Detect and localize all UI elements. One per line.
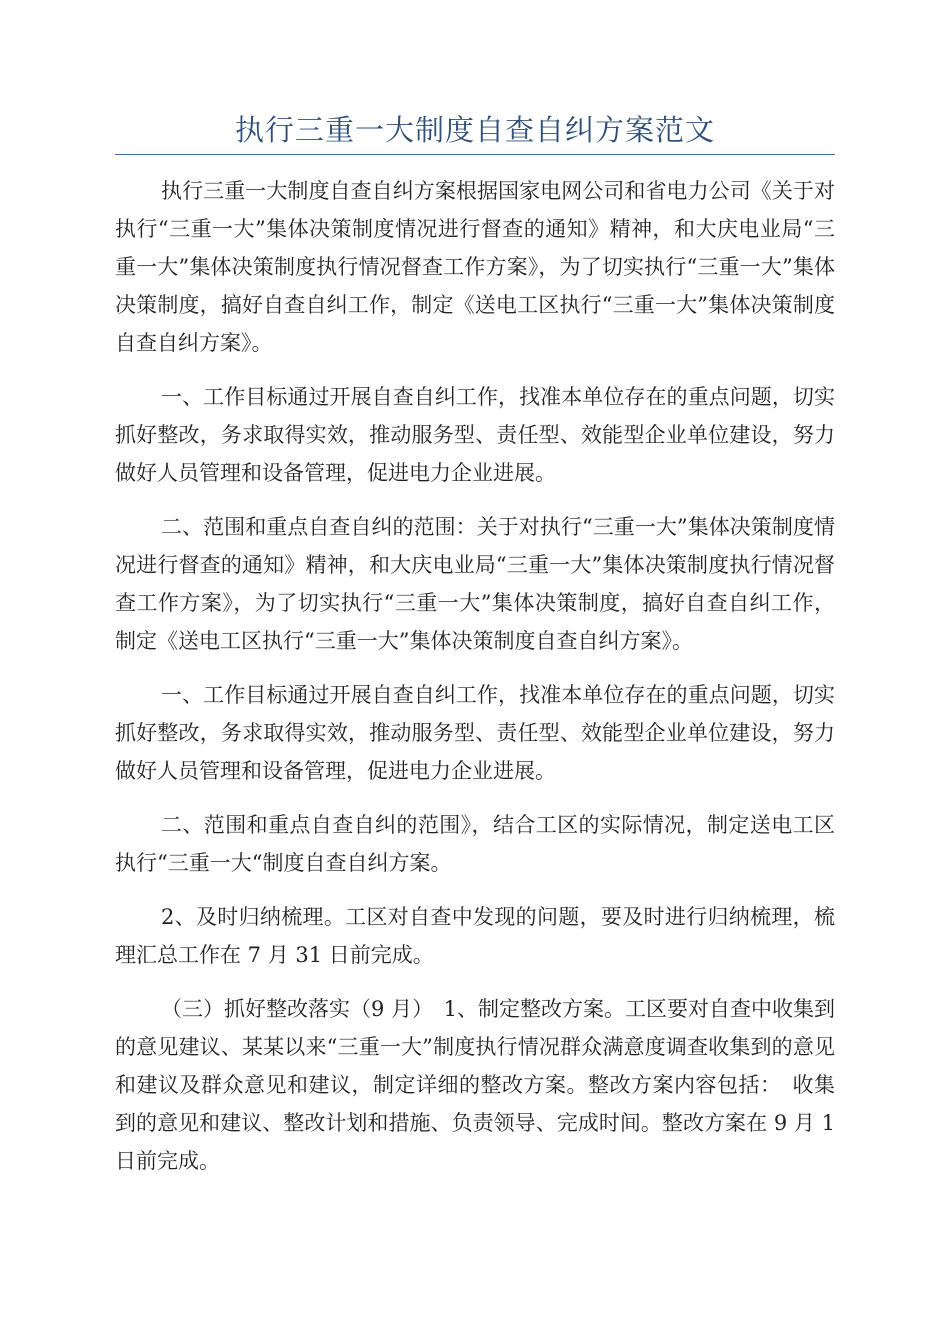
paragraph-work-goal-repeat: 一、工作目标通过开展自查自纠工作，找准本单位存在的重点问题，切实抓好整改，务求取得实效，推动服务型、责任型、效能型企业单位建设，努力做好人员管理和设备管理，促进电力企业进展。 bbox=[115, 683, 835, 783]
paragraph-scope-repeat: 二、范围和重点自查自纠的范围》，结合工区的实际情况，制定送电工区执行“三重一大“制度自查自纠方案。 bbox=[115, 813, 835, 875]
paragraph-summarize: 2、及时归纳梳理。工区对自查中发现的问题，要及时进行归纳梳理，梳理汇总工作在 7 月 31 日前完成。 bbox=[115, 905, 835, 967]
paragraph-intro: 执行三重一大制度自查自纠方案根据国家电网公司和省电力公司《关于对执行“三重一大”集体决策制度情况进行督查的通知》精神，和大庆电业局“三重一大”集体决策制度执行情况督查工作方案》，为了切实执行“三重一大”集体决策制度，搞好自查自纠工作，制定《送电工区执行“三重一大”集体决策制度自查自纠方案》。 bbox=[115, 179, 835, 355]
document-body bbox=[115, 172, 835, 1196]
paragraph-work-goal: 一、工作目标通过开展自查自纠工作，找准本单位存在的重点问题，切实抓好整改，务求取得实效，推动服务型、责任型、效能型企业单位建设，努力做好人员管理和设备管理，促进电力企业进展。 bbox=[115, 385, 835, 485]
paragraph-scope: 二、范围和重点自查自纠的范围：关于对执行“三重一大”集体决策制度情况进行督查的通知》精神，和大庆电业局“三重一大”集体决策制度执行情况督查工作方案》，为了切实执行“三重一大”集体决策制度，搞好自查自纠工作，制定《送电工区执行“三重一大”集体决策制度自查自纠方案》。 bbox=[115, 515, 835, 653]
title-underline bbox=[115, 154, 835, 155]
paragraph-rectification: （三）抓好整改落实（9 月） 1、制定整改方案。工区要对自查中收集到的意见建议、某某以来“三重一大”制度执行情况群众满意度调查收集到的意见和建议及群众意见和建议，制定详细的整改方案。整改方案内容包括： 收集到的意见和建议、整改计划和措施、负责领导、完成时间。整改方案在 9 月 1 日前完成。 bbox=[115, 997, 835, 1173]
document-title: 执行三重一大制度自查自纠方案范文 bbox=[234, 113, 715, 147]
